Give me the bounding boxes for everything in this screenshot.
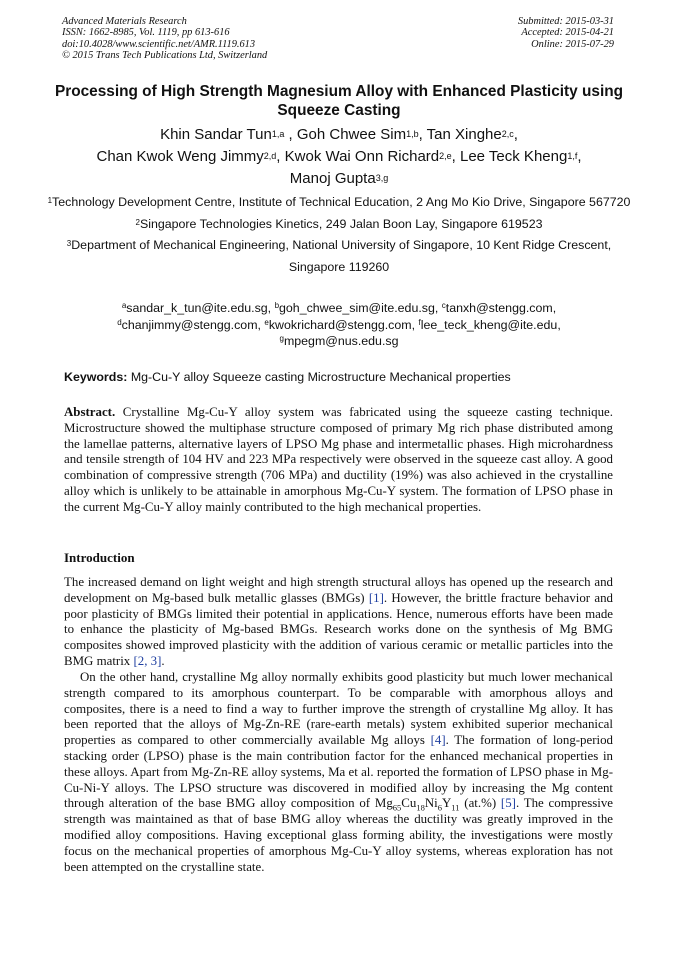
author: Khin Sandar Tun$^{1,a}$ ,	[160, 126, 297, 143]
page-header	[62, 16, 614, 61]
affiliations	[40, 192, 638, 278]
submitted-date: Submitted: 2015-03-31	[517, 16, 614, 27]
abstract	[64, 405, 613, 516]
doi: doi:10.4028/www.scientific.net/AMR.1119.613	[62, 38, 256, 50]
affiliation: $^3$Department of Mechanical Engineering, National University of Singapore, 10 Kent Ridge Crescent, Singapore 119260	[66, 238, 612, 274]
citation-link[interactable]: [5]	[500, 796, 516, 811]
email[interactable]: $^a$sandar_k_tun@ite.edu.sg	[121, 301, 268, 315]
intro-paragraph-2: On the other hand, crystalline Mg alloy normally exhibits good plasticity but much lower mechanical strength compared to its amorphous counterpart. To be comparable with amorphous alloys and composites, there is a need to find a way to further improve the strength of crystalline Mg alloy. It has been reported that the alloys of Mg-Zn-RE (rare-earth metals) system exhibited superior mechanical properties as compared to other commercially available Mg alloys [4]. The formation of long-period stacking order (LPSO) phase is the main contribution factor for the enhanced mechanical properties in these alloys. Apart from Mg-Zn-RE alloy systems, Ma et al. reported the formation of LPSO phase in Mg-Cu-Ni-Y alloys. The LPSO structure was discovered in modified alloy by increasing the Mg content through alteration of the base BMG alloy composition of $Mg_{65}Cu_{18}Ni_6Y_{11}$ (at.%) [5]. The compressive strength was maintained as that of base BMG alloy whereas the ductility was greatly improved in the modified alloy compositions. Having exceptional glass forming ability, the investigations were mostly focus on the mechanical properties of amorphous Mg-Cu-Y alloy systems, whereas exploration has not been attempted on the crystalline state.	[64, 670, 613, 874]
header-left	[62, 16, 267, 61]
author-list	[30, 124, 648, 190]
keywords-text: Mg-Cu-Y alloy Squeeze casting Microstructure Mechanical properties	[130, 370, 511, 384]
keywords-label: Keywords:	[64, 370, 128, 384]
email[interactable]: $^b$goh_chwee_sim@ite.edu.sg	[274, 301, 435, 315]
affiliation: $^1$Technology Development Centre, Institute of Technical Education, 2 Ang Mo Kio Drive, Singapore 567720	[47, 195, 631, 209]
author: Lee Teck Kheng$^{1,f}$,	[460, 148, 582, 165]
author: Kwok Wai Onn Richard$^{2,e}$,	[284, 148, 460, 165]
email-list: $^a$sandar_k_tun@ite.edu.sg, $^b$goh_chwee_sim@ite.edu.sg, $^c$tanxh@stengg.com, $^d$chanjimmy@stengg.com, $^e$kwokrichard@stengg.com, $^f$lee_teck_kheng@ite.edu, $^g$mpegm@nus.edu.sg	[117, 301, 561, 348]
author: Chan Kwok Weng Jimmy$^{2,d}$,	[96, 148, 285, 165]
email[interactable]: $^d$chanjimmy@stengg.com	[117, 317, 258, 332]
intro-paragraph-1: The increased demand on light weight and high strength structural alloys has opened up the research and development on Mg-based bulk metallic glasses (BMGs) [1]. However, the brittle fracture behavior and poor plasticity of BMGs limited their potential in applications. Hence, numerous efforts have been made to enhance the plasticity of Mg-based BMGs. Research works done on the synthesis of Mg BMG composites showed improved plasticity with the addition of various ceramic or metallic particles into the BMG matrix [2, 3].	[64, 575, 613, 668]
copyright: © 2015 Trans Tech Publications Ltd, Switzerland	[62, 49, 268, 61]
citation-link[interactable]: [1]	[368, 590, 384, 605]
abstract-label: Abstract.	[64, 405, 116, 419]
citation-link[interactable]: [4]	[430, 733, 446, 748]
author: Tan Xinghe$^{2,c}$,	[426, 126, 518, 143]
journal-name: Advanced Materials Research	[62, 16, 187, 27]
citation-link[interactable]: [2, 3]	[133, 653, 162, 668]
email[interactable]: $^f$lee_teck_kheng@ite.edu	[418, 317, 558, 332]
author: Manoj Gupta$^{3,g}$	[289, 170, 389, 187]
issn: ISSN: 1662-8985, Vol. 1119, pp 613-616	[62, 27, 230, 39]
email[interactable]: $^g$mpegm@nus.edu.sg	[279, 334, 399, 348]
author: Goh Chwee Sim$^{1,b}$,	[296, 126, 427, 143]
paper-title: Processing of High Strength Magnesium Alloy with Enhanced Plasticity using Squeeze Casting	[54, 83, 624, 119]
accepted-date: Accepted: 2015-04-21	[521, 27, 614, 39]
keywords	[64, 370, 614, 384]
online-date: Online: 2015-07-29	[531, 38, 614, 50]
email[interactable]: $^e$kwokrichard@stengg.com	[264, 317, 412, 332]
abstract-text: Crystalline Mg-Cu-Y alloy system was fabricated using the squeeze casting technique. Microstructure showed the multiphase structure composed of primary Mg rich phase distributed among the lamellae patterns, alternative layers of LPSO Mg phase and intermetallic phases. High microhardness and tensile strength of 104 HV and 223 MPa respectively were observed in the squeeze cast alloy. A good combination of compressive strength (706 MPa) and ductility (19%) was also achieved in the crystalline alloy which is unlikely to be attainable in amorphous Mg-Cu-Y system. The formation of LPSO phase in the current Mg-Cu-Y alloy mainly contributed to the high mechanical properties.	[64, 405, 613, 514]
section-heading-introduction: Introduction	[64, 550, 135, 565]
affiliation: $^2$Singapore Technologies Kinetics, 249 Jalan Boon Lay, Singapore 619523	[135, 216, 543, 231]
email[interactable]: $^c$tanxh@stengg.com	[441, 301, 553, 315]
header-right	[518, 16, 614, 50]
